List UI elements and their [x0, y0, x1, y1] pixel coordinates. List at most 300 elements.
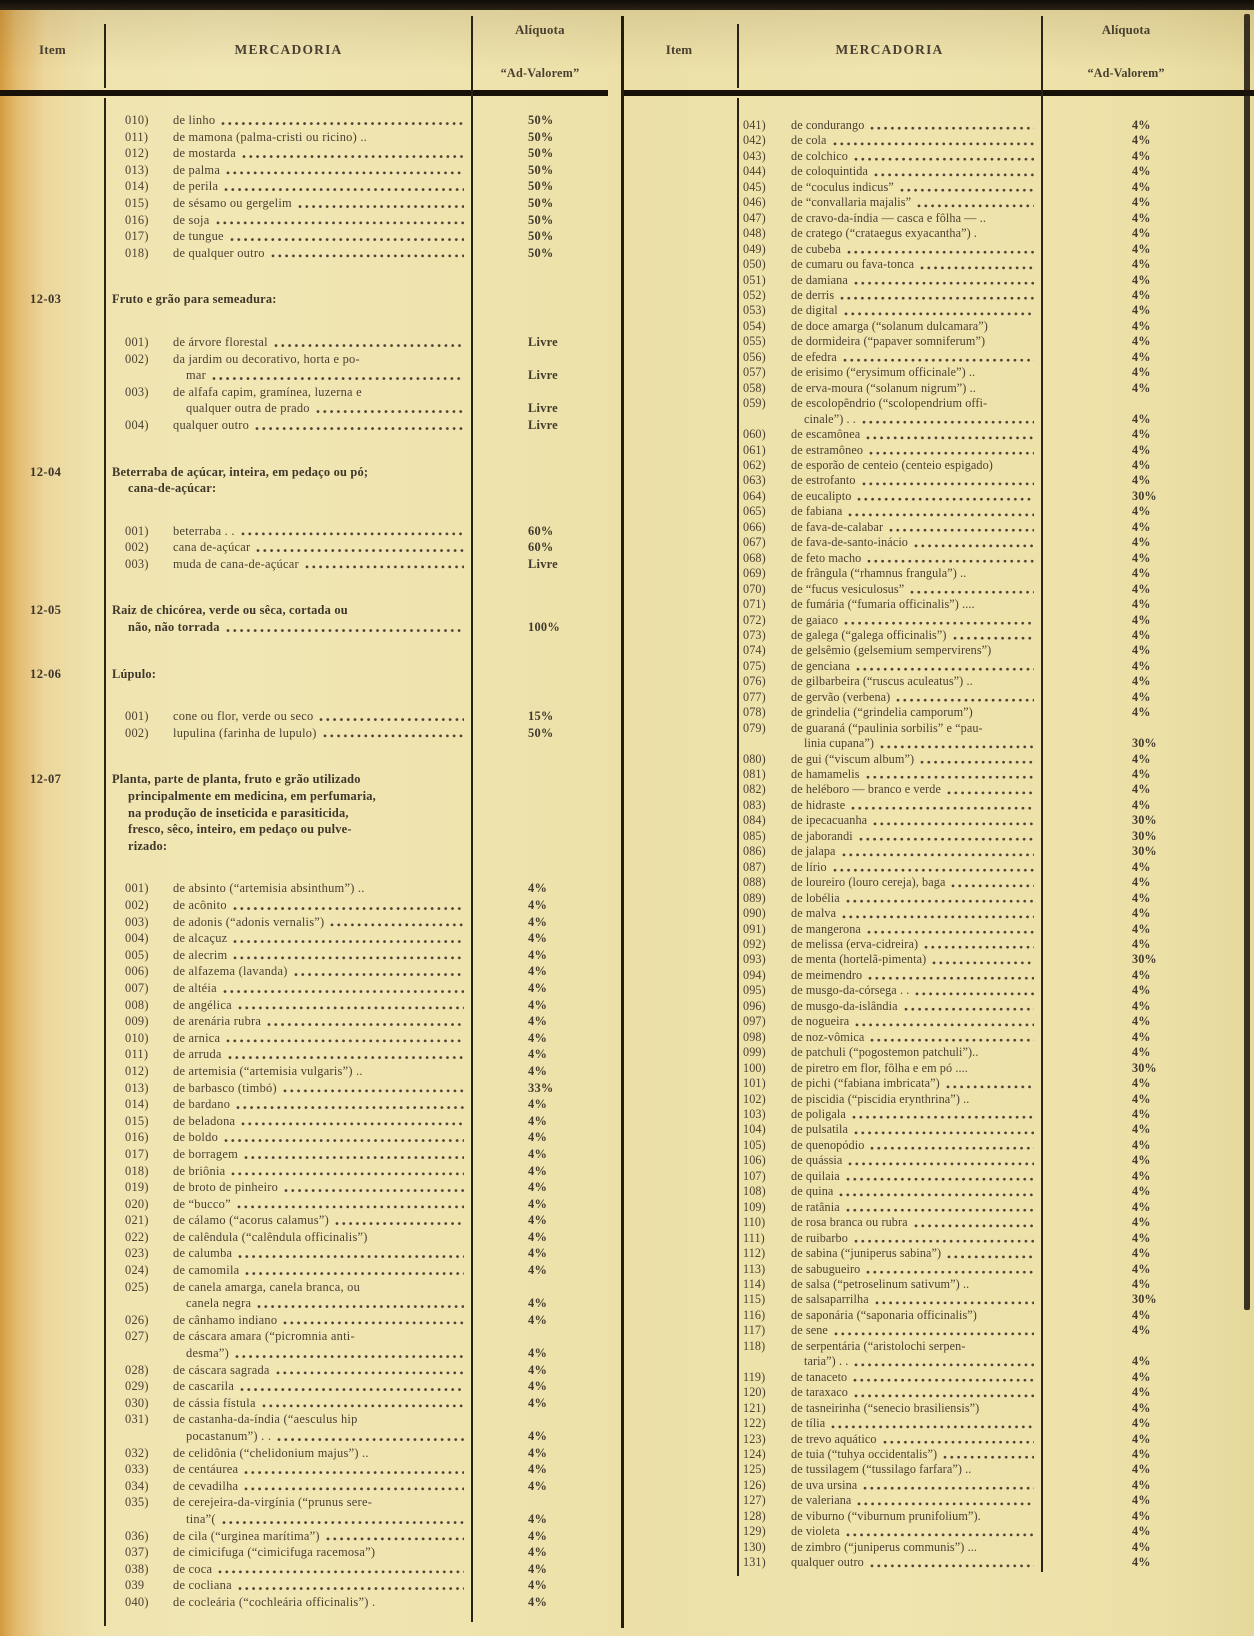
mercadoria-cell	[737, 520, 1042, 535]
table-row	[621, 1076, 1254, 1091]
item-code-cell	[0, 228, 105, 245]
entry-number: 014)	[125, 1097, 149, 1112]
item-code-cell	[0, 351, 105, 368]
dot-leader	[923, 937, 1034, 952]
mercadoria-cell	[737, 1555, 1042, 1570]
entry-number: 013)	[125, 162, 149, 177]
aliquota-cell: Livre	[528, 401, 558, 416]
table-row	[0, 400, 608, 417]
dot-leader	[869, 1138, 1034, 1153]
dot-leader	[237, 1245, 464, 1262]
mercadoria-cell	[737, 875, 1042, 890]
aliquota-cell: 4%	[1132, 164, 1151, 179]
entry-text: de mostarda	[173, 146, 236, 161]
item-code-cell	[0, 708, 105, 725]
table-row	[0, 1295, 608, 1312]
table-row	[621, 520, 1254, 535]
entry-number: 092)	[743, 937, 766, 952]
table-row	[621, 443, 1254, 458]
mercadoria-cell	[737, 782, 1042, 797]
dot-leader	[853, 1231, 1034, 1246]
item-code-cell	[621, 1107, 737, 1122]
entry-text: de saponária (“saponaria officinalis”)	[791, 1307, 977, 1322]
aliquota-cell: 4%	[1132, 1555, 1151, 1570]
entry-text: qualquer outro	[173, 417, 250, 432]
mercadoria-cell	[737, 1432, 1042, 1447]
table-row	[0, 963, 608, 980]
entry-text: de perila	[173, 179, 219, 194]
mercadoria-cell	[105, 400, 472, 417]
entry-number: 012)	[125, 1063, 149, 1078]
table-row	[0, 1461, 608, 1478]
table-row	[0, 1063, 608, 1080]
entry-text: de quássia	[791, 1153, 843, 1168]
entry-text: de patchuli (“pogostemon patchuli”)..	[791, 1045, 979, 1060]
mercadoria-cell	[737, 844, 1042, 859]
table-row	[621, 582, 1254, 597]
section-title-row	[0, 291, 608, 308]
item-code-cell	[621, 1169, 737, 1184]
item-code-cell	[621, 782, 737, 797]
entry-number: 020)	[125, 1196, 149, 1211]
item-code-cell	[621, 1014, 737, 1029]
table-row	[0, 1030, 608, 1047]
aliquota-cell: 4%	[528, 1113, 548, 1128]
aliquota-cell: 4%	[1132, 334, 1151, 349]
section-entries	[0, 880, 608, 1610]
aliquota-cell: 4%	[1132, 1276, 1151, 1291]
entry-number: 102)	[743, 1091, 766, 1106]
dot-leader	[853, 1354, 1034, 1369]
dot-leader	[845, 1169, 1034, 1184]
mercadoria-cell	[105, 1461, 472, 1478]
item-code-cell	[0, 400, 105, 417]
entry-number: 018)	[125, 1163, 149, 1178]
left-table-body	[0, 112, 608, 1611]
aliquota-cell: 4%	[1132, 1323, 1151, 1338]
aliquota-cell: 4%	[528, 1296, 548, 1311]
entry-text: de cevadilha	[173, 1478, 239, 1493]
aliquota-cell: 4%	[528, 898, 548, 912]
entry-text: de cimicifuga (“cimicifuga racemosa”)	[173, 1545, 376, 1560]
table-row	[621, 535, 1254, 550]
item-code-cell	[621, 1540, 737, 1555]
aliquota-cell: 4%	[1132, 380, 1151, 395]
entry-number: 062)	[743, 457, 766, 472]
aliquota-cell: 4%	[1132, 519, 1151, 534]
mercadoria-cell	[105, 1528, 472, 1545]
item-code-cell	[621, 829, 737, 844]
aliquota-cell: 4%	[528, 947, 548, 962]
entry-number: 002)	[125, 351, 149, 366]
aliquota-cell: 4%	[528, 1578, 548, 1593]
entry-number: 103)	[743, 1107, 766, 1121]
entry-number: 046)	[743, 195, 766, 210]
aliquota-cell: 4%	[1132, 674, 1151, 689]
mercadoria-cell	[737, 1370, 1042, 1385]
mercadoria-cell	[105, 1179, 472, 1196]
entry-number: 006)	[125, 964, 149, 979]
mercadoria-cell	[737, 1030, 1042, 1045]
item-code-cell	[0, 480, 105, 497]
dot-leader	[839, 288, 1034, 303]
item-code-cell	[0, 556, 105, 573]
entry-text: desma”)	[186, 1346, 230, 1361]
entry-text: lupulina (farinha de lupulo)	[173, 725, 317, 740]
entry-text: de quina	[791, 1184, 834, 1199]
mercadoria-cell	[105, 1362, 472, 1379]
aliquota-cell: 4%	[1132, 1462, 1151, 1477]
entry-text: de violeta	[791, 1524, 840, 1539]
table-row	[621, 350, 1254, 365]
dot-leader	[832, 860, 1034, 875]
entry-number: 039	[125, 1578, 145, 1593]
dot-leader	[215, 212, 464, 229]
table-row	[621, 659, 1254, 674]
entry-number: 023)	[125, 1246, 149, 1261]
mercadoria-cell	[105, 1411, 472, 1428]
dot-leader	[843, 303, 1034, 318]
item-code-cell	[0, 1494, 105, 1511]
aliquota-cell	[472, 1328, 608, 1345]
dot-leader	[852, 1370, 1034, 1385]
item-code-cell: 12-04	[30, 464, 62, 479]
entry-number: 001)	[125, 709, 149, 724]
aliquota-cell: 4%	[1132, 1076, 1151, 1091]
entry-number: 074)	[743, 643, 766, 658]
column-header-item: Item	[665, 42, 693, 57]
dot-leader	[221, 1511, 464, 1528]
mercadoria-cell	[737, 891, 1042, 906]
dot-leader	[297, 195, 464, 212]
dot-leader	[903, 999, 1034, 1014]
entry-number: 090)	[743, 906, 766, 921]
entry-number: 045)	[743, 179, 766, 194]
aliquota-cell: 4%	[1132, 983, 1151, 998]
aliquota-cell	[472, 788, 608, 805]
item-code-cell	[0, 162, 105, 179]
mercadoria-cell	[105, 1378, 472, 1395]
dot-leader	[243, 1478, 464, 1495]
dot-leader	[847, 504, 1034, 519]
entry-number: 066)	[743, 519, 766, 534]
entry-text: de sene	[791, 1323, 828, 1338]
entry-number: 038)	[125, 1561, 149, 1576]
table-row	[621, 365, 1254, 380]
entry-text: de alfafa capim, gramínea, luzerna e	[173, 384, 362, 399]
aliquota-cell: Livre	[528, 368, 558, 383]
aliquota-cell: 4%	[1132, 504, 1151, 519]
mercadoria-cell	[105, 1445, 472, 1462]
section-entries	[0, 112, 608, 261]
entry-text: de palma	[173, 162, 221, 177]
item-code-cell	[0, 1445, 105, 1462]
table-row	[621, 1200, 1254, 1215]
mercadoria-cell	[105, 245, 472, 262]
item-code-cell	[621, 952, 737, 967]
mercadoria-cell	[737, 1107, 1042, 1122]
aliquota-cell: 4%	[1132, 1385, 1151, 1400]
entry-number: 129)	[743, 1524, 766, 1539]
entry-number: 013)	[125, 1080, 149, 1095]
dot-leader	[232, 897, 464, 914]
entry-text: de bardano	[173, 1097, 231, 1112]
entry-number: 069)	[743, 566, 766, 581]
aliquota-cell: 4%	[1132, 1246, 1151, 1261]
mercadoria-cell	[737, 273, 1042, 288]
entry-text: de melissa (erva-cidreira)	[791, 937, 919, 952]
dot-leader	[850, 798, 1034, 813]
aliquota-cell: 30%	[1132, 1292, 1157, 1307]
table-row	[0, 725, 608, 742]
aliquota-cell: 4%	[528, 1163, 548, 1178]
column-header-item: Item	[39, 42, 66, 57]
mercadoria-cell	[737, 1401, 1042, 1416]
table-row	[0, 1080, 608, 1097]
entry-text: de beladona	[173, 1113, 236, 1128]
table-row	[0, 556, 608, 573]
table-row	[621, 473, 1254, 488]
mercadoria-cell	[737, 922, 1042, 937]
table-row	[0, 1395, 608, 1412]
entry-number: 113)	[743, 1261, 766, 1276]
item-code-cell	[621, 1401, 737, 1416]
item-code-cell	[621, 1277, 737, 1292]
table-row	[0, 1096, 608, 1113]
entry-text: de menta (hortelã-pimenta)	[791, 952, 927, 967]
table-row	[621, 983, 1254, 998]
item-code-cell	[0, 145, 105, 162]
entry-number: 014)	[125, 179, 149, 194]
right-table-header	[621, 10, 1254, 96]
entry-number: 031)	[125, 1412, 149, 1427]
entry-text: de malva	[791, 906, 837, 921]
aliquota-cell: 30%	[1132, 813, 1157, 828]
aliquota-cell	[472, 384, 608, 401]
mercadoria-cell	[105, 1163, 472, 1180]
entry-number: 111)	[743, 1230, 765, 1245]
section-title-row	[0, 619, 608, 636]
item-code-cell	[0, 1030, 105, 1047]
table-row	[621, 566, 1254, 581]
dot-leader	[866, 922, 1034, 937]
entry-text: taria”) . .	[804, 1354, 849, 1369]
mercadoria-cell	[105, 1212, 472, 1229]
table-row	[0, 1411, 608, 1428]
dot-leader	[873, 164, 1034, 179]
aliquota-cell	[472, 666, 608, 683]
table-row	[621, 1493, 1254, 1508]
table-row	[621, 303, 1254, 318]
entry-number: 008)	[125, 997, 149, 1012]
aliquota-cell: 4%	[1132, 411, 1151, 426]
page-column-divider-rule	[621, 16, 624, 1628]
item-code-cell	[621, 319, 737, 334]
aliquota-cell: 4%	[528, 1196, 548, 1211]
dot-leader	[304, 556, 464, 573]
mercadoria-cell	[105, 1494, 472, 1511]
item-code-cell	[621, 813, 737, 828]
item-code-cell	[0, 417, 105, 434]
item-code-cell	[621, 1370, 737, 1385]
table-row	[621, 613, 1254, 628]
aliquota-cell: 4%	[1132, 782, 1151, 797]
entry-number: 004)	[125, 417, 149, 432]
table-row	[621, 458, 1254, 473]
table-row	[0, 914, 608, 931]
aliquota-cell: 4%	[528, 1445, 548, 1460]
mercadoria-cell	[737, 551, 1042, 566]
mercadoria-cell	[105, 129, 472, 146]
table-row	[621, 736, 1254, 751]
entry-text: de cáscara amara (“picromnia anti-	[173, 1329, 355, 1344]
mercadoria-cell	[737, 211, 1042, 226]
entry-number: 019)	[125, 1180, 149, 1195]
mercadoria-cell	[105, 1328, 472, 1345]
table-row	[621, 180, 1254, 195]
entry-text: pocastanum”) . .	[186, 1429, 272, 1443]
table-row	[621, 1292, 1254, 1307]
table-row	[0, 1511, 608, 1528]
entry-number	[125, 1511, 165, 1528]
mercadoria-cell	[737, 906, 1042, 921]
table-row	[621, 1107, 1254, 1122]
entry-number: 015)	[125, 195, 149, 210]
aliquota-cell: 4%	[1132, 1029, 1151, 1044]
dot-leader	[225, 1030, 464, 1047]
dot-leader	[856, 1493, 1034, 1508]
mercadoria-cell	[737, 674, 1042, 689]
entry-number: 101)	[743, 1076, 766, 1091]
section-entries	[0, 523, 608, 573]
mercadoria-cell	[105, 1013, 472, 1030]
entry-number: 091)	[743, 921, 766, 936]
entry-text: de guaraná (“paulinia sorbilis” e “pau-	[791, 720, 983, 735]
mercadoria-cell	[105, 464, 472, 481]
mercadoria-cell	[105, 1080, 472, 1097]
entry-number: 088)	[743, 875, 766, 890]
table-row	[621, 1277, 1254, 1292]
entry-text: de cubeba	[791, 241, 841, 256]
entry-number: 104)	[743, 1122, 766, 1137]
item-code-cell	[0, 788, 105, 805]
entry-text: tina”(	[186, 1511, 216, 1526]
entry-number: 073)	[743, 627, 766, 642]
entry-text: de alcaçuz	[173, 931, 228, 946]
aliquota-cell: 4%	[1132, 612, 1151, 627]
mercadoria-cell	[737, 628, 1042, 643]
entry-text: de tanaceto	[791, 1369, 848, 1384]
entry-number: 010)	[125, 113, 149, 127]
table-row	[621, 1092, 1254, 1107]
entry-text: de pichi (“fabiana imbricata”)	[791, 1076, 940, 1091]
dot-leader	[240, 1113, 464, 1130]
section-title-text: não, não torrada	[128, 620, 220, 635]
mercadoria-cell	[105, 1129, 472, 1146]
item-code-cell	[621, 504, 737, 519]
table-row	[621, 1339, 1254, 1354]
entry-text: de cila (“urginea marítima”)	[173, 1528, 320, 1543]
tariff-section	[0, 602, 608, 635]
aliquota-cell: 4%	[1132, 1539, 1151, 1554]
aliquota-cell: 4%	[1132, 627, 1151, 642]
entry-number: 034)	[125, 1478, 149, 1493]
aliquota-cell: 4%	[1132, 1137, 1151, 1152]
entry-text: de calumba	[173, 1246, 233, 1261]
mercadoria-cell	[737, 458, 1042, 473]
mercadoria-cell	[105, 1295, 472, 1312]
dot-leader	[234, 1345, 464, 1362]
aliquota-cell: 4%	[1132, 1416, 1151, 1431]
dot-leader	[225, 619, 464, 636]
section-title-row	[0, 464, 608, 481]
aliquota-cell	[1042, 1339, 1254, 1354]
aliquota-cell: 4%	[528, 1545, 548, 1560]
entry-number: 067)	[743, 535, 766, 550]
aliquota-cell: 4%	[1132, 705, 1151, 720]
entry-text: de qualquer outro	[173, 245, 265, 260]
entry-number: 109)	[743, 1199, 766, 1214]
table-row	[621, 1215, 1254, 1230]
aliquota-cell: 15%	[528, 709, 554, 724]
aliquota-cell: 50%	[528, 146, 554, 161]
item-code-cell	[621, 891, 737, 906]
mercadoria-cell	[737, 1061, 1042, 1076]
table-row	[0, 334, 608, 351]
item-code-cell	[0, 195, 105, 212]
item-code-cell	[621, 1416, 737, 1431]
dot-leader	[942, 1447, 1034, 1462]
aliquota-cell: 4%	[528, 931, 548, 946]
entry-number	[125, 1345, 165, 1362]
mercadoria-cell	[737, 1262, 1042, 1277]
mercadoria-cell	[105, 1262, 472, 1279]
table-row	[621, 133, 1254, 148]
dot-leader	[865, 767, 1034, 782]
entry-number: 004)	[125, 931, 149, 946]
mercadoria-cell	[105, 417, 472, 434]
section-title-row	[0, 821, 608, 838]
table-row	[621, 891, 1254, 906]
aliquota-cell: Livre	[528, 417, 558, 432]
mercadoria-cell	[105, 914, 472, 931]
entry-number: 018)	[125, 245, 149, 260]
aliquota-cell: Livre	[528, 334, 558, 349]
aliquota-cell	[472, 771, 608, 788]
entry-text: de genciana	[791, 658, 850, 673]
entry-number: 016)	[125, 212, 149, 227]
mercadoria-cell	[737, 613, 1042, 628]
column-header-aliquota	[472, 10, 608, 90]
item-code-cell	[621, 659, 737, 674]
entry-text: de piretro em flor, fôlha e em pó ....	[791, 1060, 968, 1075]
table-row	[621, 1061, 1254, 1076]
aliquota-cell: 4%	[1132, 118, 1151, 132]
entry-number	[125, 1295, 165, 1312]
table-row	[621, 937, 1254, 952]
entry-text: de hidraste	[791, 797, 846, 812]
mercadoria-aliquota-divider-rule	[1041, 16, 1043, 1572]
aliquota-cell: 4%	[1132, 937, 1151, 952]
entry-text: de coloquintida	[791, 164, 868, 179]
table-row	[0, 1245, 608, 1262]
item-code-cell	[0, 1179, 105, 1196]
item-code-cell	[0, 1196, 105, 1213]
aliquota-cell: 4%	[528, 964, 548, 979]
mercadoria-cell	[737, 489, 1042, 504]
item-code-cell	[0, 1262, 105, 1279]
item-code-cell	[621, 1462, 737, 1477]
